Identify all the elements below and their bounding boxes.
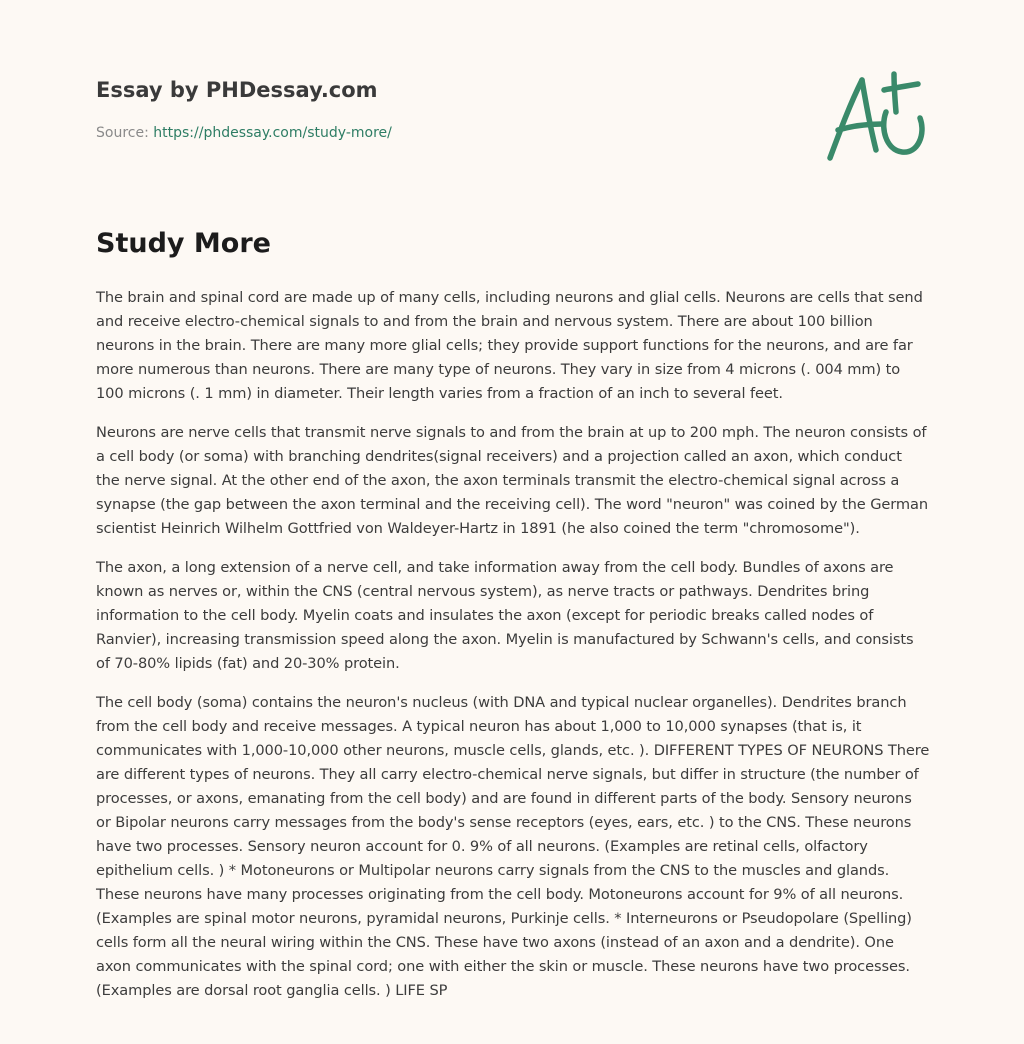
essay-body	[96, 286, 930, 1018]
source-line	[96, 123, 696, 143]
page-header	[96, 76, 696, 143]
paragraph: The axon, a long extension of a nerve cell, and take information away from the cell body. Bundles of axons are known as nerves or, within the CNS (central nervous system), as nerve tracts or pathways. Dendrites bring information to the cell body. Myelin coats and insulates the axon (except for periodic breaks called nodes of Ranvier), increasing transmission speed along the axon. Myelin is manufactured by Schwann's cells, and consists of 70-80% lipids (fat) and 20-30% protein.	[96, 559, 914, 672]
paragraph: The brain and spinal cord are made up of many cells, including neurons and glial cells. Neurons are cells that send and receive electro-chemical signals to and from the brain and nervous system. There are about 100 billion neurons in the brain. There are many more glial cells; they provide support functions for the neurons, and are far more numerous than neurons. There are many type of neurons. They vary in size from 4 microns (. 004 mm) to 100 microns (. 1 mm) in diameter. Their length varies from a fraction of an inch to several feet.	[96, 289, 923, 402]
document-title: Study More	[96, 228, 271, 259]
paragraph: The cell body (soma) contains the neuron's nucleus (with DNA and typical nuclear organelles). Dendrites branch from the cell body and receive messages. A typical neuron has about 1,000 to 10,000 synapses (that is, it communicates with 1,000-10,000 other neurons, muscle cells, glands, etc. ). DIFFERENT TYPES OF NEURONS There are different types of neurons. They all carry electro-chemical nerve signals, but differ in structure (the number of processes, or axons, emanating from the cell body) and are found in different parts of the body. Sensory neurons or Bipolar neurons carry messages from the body's sense receptors (eyes, ears, etc. ) to the CNS. These neurons have two processes. Sensory neuron account for 0. 9% of all neurons. (Examples are retinal cells, olfactory epithelium cells. ) * Motoneurons or Multipolar neurons carry signals from the CNS to the muscles and glands. These neurons have many processes originating from the cell body. Motoneurons account for 9% of all neurons. (Examples are spinal motor neurons, pyramidal neurons, Purkinje cells. * Interneurons or Pseudopolare (Spelling) cells form all the neural wiring within the CNS. These have two axons (instead of an axon and a dendrite). One axon communicates with the spinal cord; one with either the skin or muscle. These neurons have two processes. (Examples are dorsal root ganglia cells. ) LIFE SP	[96, 694, 930, 999]
source-label: Source:	[96, 125, 154, 141]
site-title: Essay by PHDessay.com	[96, 78, 378, 102]
source-link[interactable]: https://phdessay.com/study-more/	[153, 125, 392, 141]
paragraph: Neurons are nerve cells that transmit nerve signals to and from the brain at up to 200 mph. The neuron consists of a cell body (or soma) with branching dendrites(signal receivers) and a projection called an axon, which conduct the nerve signal. At the other end of the axon, the axon terminals transmit the electro-chemical signal across a synapse (the gap between the axon terminal and the receiving cell). The word "neuron" was coined by the German scientist Heinrich Wilhelm Gottfried von Waldeyer-Hartz in 1891 (he also coined the term "chromosome").	[96, 424, 929, 537]
a-plus-logo-icon	[822, 66, 932, 166]
